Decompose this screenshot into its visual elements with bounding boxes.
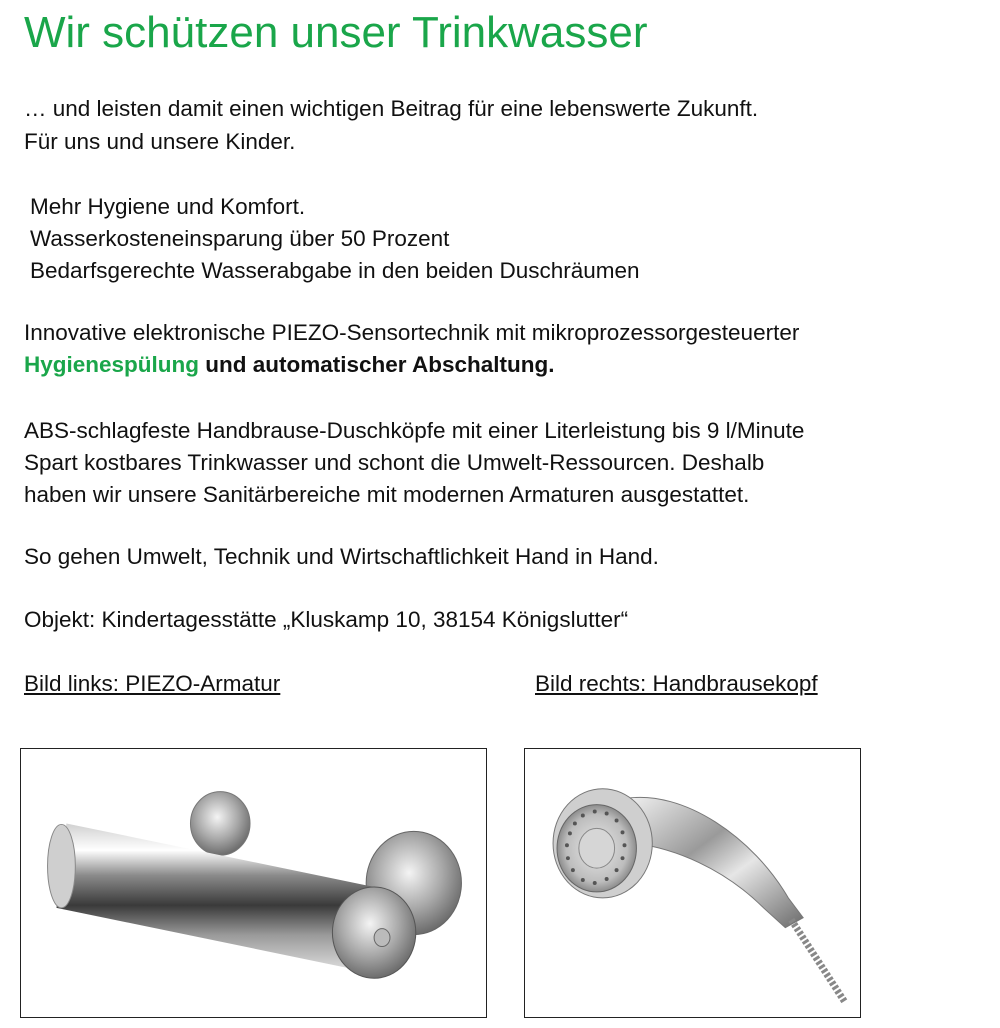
tech-line-2 xyxy=(24,354,554,377)
shower-head-image xyxy=(525,749,860,1017)
summary-line: So gehen Umwelt, Technik und Wirtschaftlichkeit Hand in Hand. xyxy=(24,544,659,569)
benefit-item: Wasserkosteneinsparung über 50 Prozent xyxy=(30,226,450,251)
page-title: Wir schützen unser Trinkwasser xyxy=(24,8,648,57)
intro-line-1: … und leisten damit einen wichtigen Beitrag für eine lebenswerte Zukunft. xyxy=(24,96,759,121)
caption-right: Bild rechts: Handbrausekopf xyxy=(535,671,818,696)
benefit-item: Bedarfsgerechte Wasserabgabe in den beiden Duschräumen xyxy=(30,258,640,283)
piezo-valve-image xyxy=(21,749,486,1017)
piezo-valve-photo xyxy=(20,748,487,1018)
shower-head-photo xyxy=(524,748,861,1018)
abs-line-2: Spart kostbares Trinkwasser und schont die Umwelt-Ressourcen. Deshalb xyxy=(24,450,765,475)
tech-line-1: Innovative elektronische PIEZO-Sensortechnik mit mikroprozessorgesteuerter xyxy=(24,320,800,345)
abs-line-3: haben wir unsere Sanitärbereiche mit modernen Armaturen ausgestattet. xyxy=(24,482,750,507)
intro-line-2: Für uns und unsere Kinder. xyxy=(24,129,296,154)
caption-left: Bild links: PIEZO-Armatur xyxy=(24,671,281,696)
tech-line-2-rest: und automatischer Abschaltung. xyxy=(199,352,555,377)
object-line: Objekt: Kindertagesstätte „Kluskamp 10, 38154 Königslutter“ xyxy=(24,607,629,632)
benefit-item: Mehr Hygiene und Komfort. xyxy=(30,194,306,219)
abs-line-1: ABS-schlagfeste Handbrause-Duschköpfe mit einer Literleistung bis 9 l/Minute xyxy=(24,418,805,443)
hygiene-highlight: Hygienespülung xyxy=(24,352,200,377)
